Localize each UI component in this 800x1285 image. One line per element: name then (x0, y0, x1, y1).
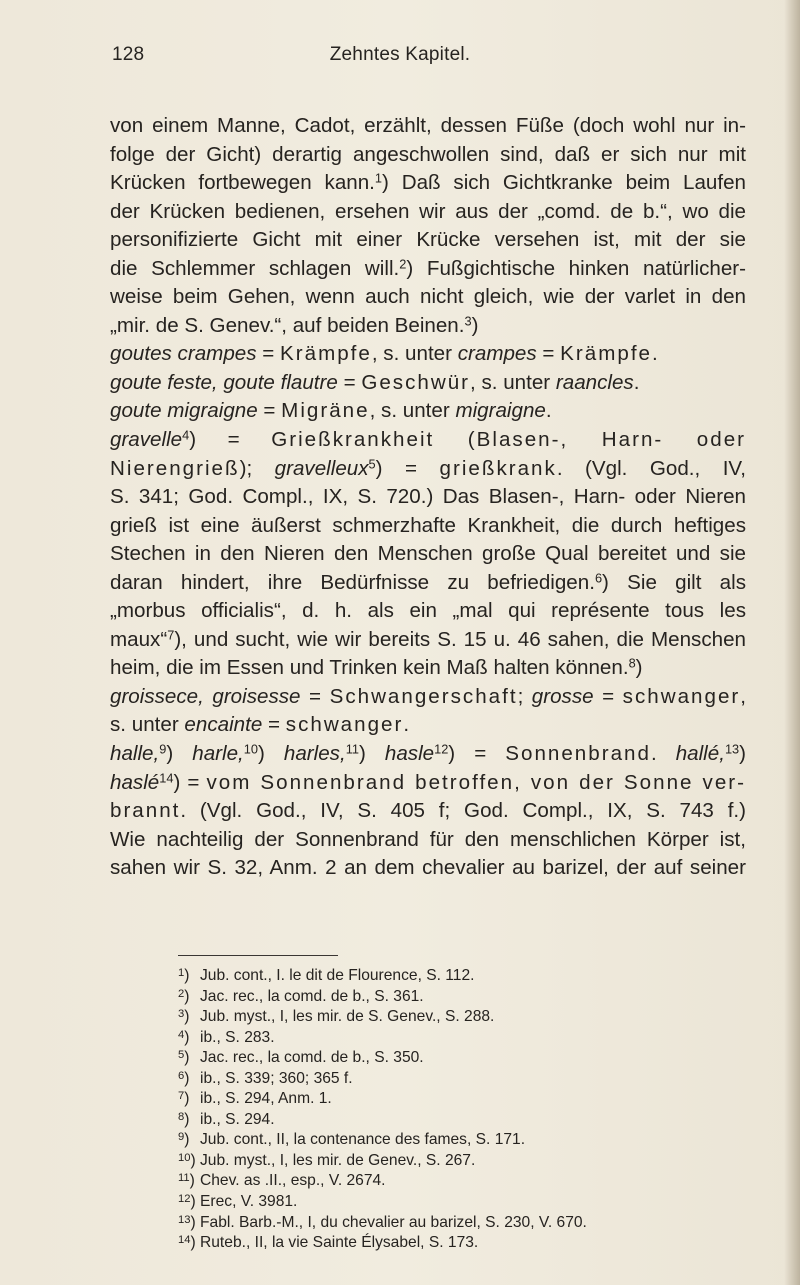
footnote-ref: 14 (159, 770, 174, 786)
text-line: maux“$^7$), und sucht, wie wir bereits S. 15 u. 46 sahen, die Menschen (110, 627, 746, 651)
text-line: Stechen in den Nieren den Menschen große Qual bereitet und sie (110, 542, 746, 566)
text-line: grieß ist eine äußerst schmerzhafte Krankheit, die durch heftiges (110, 513, 746, 537)
footnote: $^{10}$) Jub. myst., I, les mir. de Genev., S. 267. (178, 1151, 476, 1169)
footnote-ref: 3 (464, 313, 472, 329)
footnote: $^9$) Jub. cont., II, la contenance des fames, S. 171. (178, 1131, 526, 1149)
page-header (0, 44, 800, 74)
footnote: $^{13}$) Fabl. Barb.-M., I, du chevalier au barizel, S. 230, V. 670. (178, 1213, 587, 1231)
text-line: brannt. (Vgl. God., IV, S. 405 f; God. Compl., IX, S. 743 f.) (110, 799, 746, 823)
text-line: Krücken fortbewegen kann.$^1$) Daß sich Gichtkranke beim Laufen (110, 170, 747, 195)
text-line: „mir. de S. Genev.“, auf beiden Beinen.$^3$) (110, 313, 479, 337)
text-line: haslé$^{14}$) = vom Sonnenbrand betroffen, von der Sonne ver- (110, 770, 747, 794)
footnotes (178, 966, 738, 1254)
footnote: $^5$) Jac. rec., la comd. de b., S. 350. (178, 1049, 424, 1067)
footnote-ref: 13 (724, 741, 740, 757)
footnote-ref: 2 (399, 256, 407, 272)
glossary-entry-halle: halle,$^9$) harle,$^{10}$) harles,$^{11}$) hasle$^{12}$) = Sonnenbrand. hallé,$^{13}$) (110, 741, 746, 766)
footnote-ref: 6 (594, 570, 603, 586)
text-line: S. 341; God. Compl., IX, S. 720.) Das Blasen-, Harn- oder Nieren (110, 485, 746, 509)
text-line: die Schlemmer schlagen will.$^2$) Fußgichtische hinken natürlicher- (110, 256, 746, 280)
footnote: $^8$) ib., S. 294. (178, 1110, 275, 1128)
footnote-ref: 11 (345, 741, 359, 757)
text-line: sahen wir S. 32, Anm. 2 an dem chevalier au barizel, der auf seiner (110, 856, 746, 880)
footnote: $^{14}$) Ruteb., II, la vie Sainte Élysabel, S. 173. (178, 1234, 479, 1252)
glossary-entry-goute-migraigne: goute migraigne = Migräne, s. unter migraigne. (110, 399, 552, 423)
glossary-entry-goutes-crampes: goutes crampes = Krämpfe, s. unter crampes = Krämpfe. (110, 342, 658, 366)
footnote-ref: 5 (368, 456, 376, 472)
footnote-ref: 9 (159, 741, 167, 757)
footnote-ref: 10 (243, 741, 258, 757)
footnote: $^1$) Jub. cont., I. le dit de Flourence, S. 112. (178, 967, 475, 984)
text-line: „morbus officialis“, d. h. als ein „mal qui représente tous les (110, 599, 746, 623)
footnote: $^4$) ib., S. 283. (178, 1028, 275, 1046)
text-line: Wie nachteilig der Sonnenbrand für den menschlichen Körper ist, (110, 827, 746, 851)
page-edge-shadow (784, 0, 800, 1285)
text-line: Nierengrieß); gravelleux$^5$) = grießkrank. (Vgl. God., IV, (110, 456, 747, 480)
text-line: daran hindert, ihre Bedürfnisse zu befriedigen.$^6$) Sie gilt als (110, 570, 746, 594)
text-line: personifizierte Gicht mit einer Krücke versehen ist, mit der sie (110, 228, 746, 252)
text-line: von einem Manne, Cadot, erzählt, dessen Füße (doch wohl nur in- (110, 114, 746, 137)
page-number: 128 (112, 44, 145, 65)
text-line: der Krücken bedienen, ersehen wir aus der „comd. de b.“, wo die (110, 199, 746, 223)
text-line: s. unter encainte = schwanger. (110, 713, 410, 737)
footnote: $^{11}$) Chev. as .II., esp., V. 2674. (178, 1172, 386, 1190)
body-text (110, 112, 746, 883)
text-line: weise beim Gehen, wenn auch nicht gleich, wie der varlet in den (110, 285, 746, 309)
glossary-entry-gravelle: gravelle$^4$) = Grießkrankheit (Blasen-, Harn- oder (110, 427, 747, 452)
text-line: folge der Gicht) derartig angeschwollen sind, daß er sich nur mit (110, 142, 746, 166)
footnote-ref: 1 (374, 170, 383, 186)
footnote: $^{12}$) Erec, V. 3981. (178, 1193, 298, 1211)
running-head: Zehntes Kapitel. (329, 44, 471, 65)
footnote-ref: 4 (182, 427, 190, 443)
footnote: $^6$) ib., S. 339; 360; 365 f. (178, 1069, 353, 1087)
footnote: $^3$) Jub. myst., I, les mir. de S. Genev., S. 288. (178, 1008, 495, 1026)
glossary-entry-goute-feste: goute feste, goute flautre = Geschwür, s. unter raancles. (110, 370, 640, 394)
glossary-entry-groissece: groissece, groisesse = Schwangerschaft; grosse = schwanger, (110, 684, 746, 708)
footnote-ref: 7 (167, 627, 175, 643)
footnote-divider (178, 955, 338, 956)
footnote: $^2$) Jac. rec., la comd. de b., S. 361. (178, 987, 424, 1005)
footnote-ref: 8 (628, 656, 636, 672)
footnote: $^7$) ib., S. 294, Anm. 1. (178, 1090, 332, 1108)
text-line: heim, die im Essen und Trinken kein Maß halten können.$^8$) (110, 656, 643, 680)
footnote-ref: 12 (434, 741, 449, 757)
